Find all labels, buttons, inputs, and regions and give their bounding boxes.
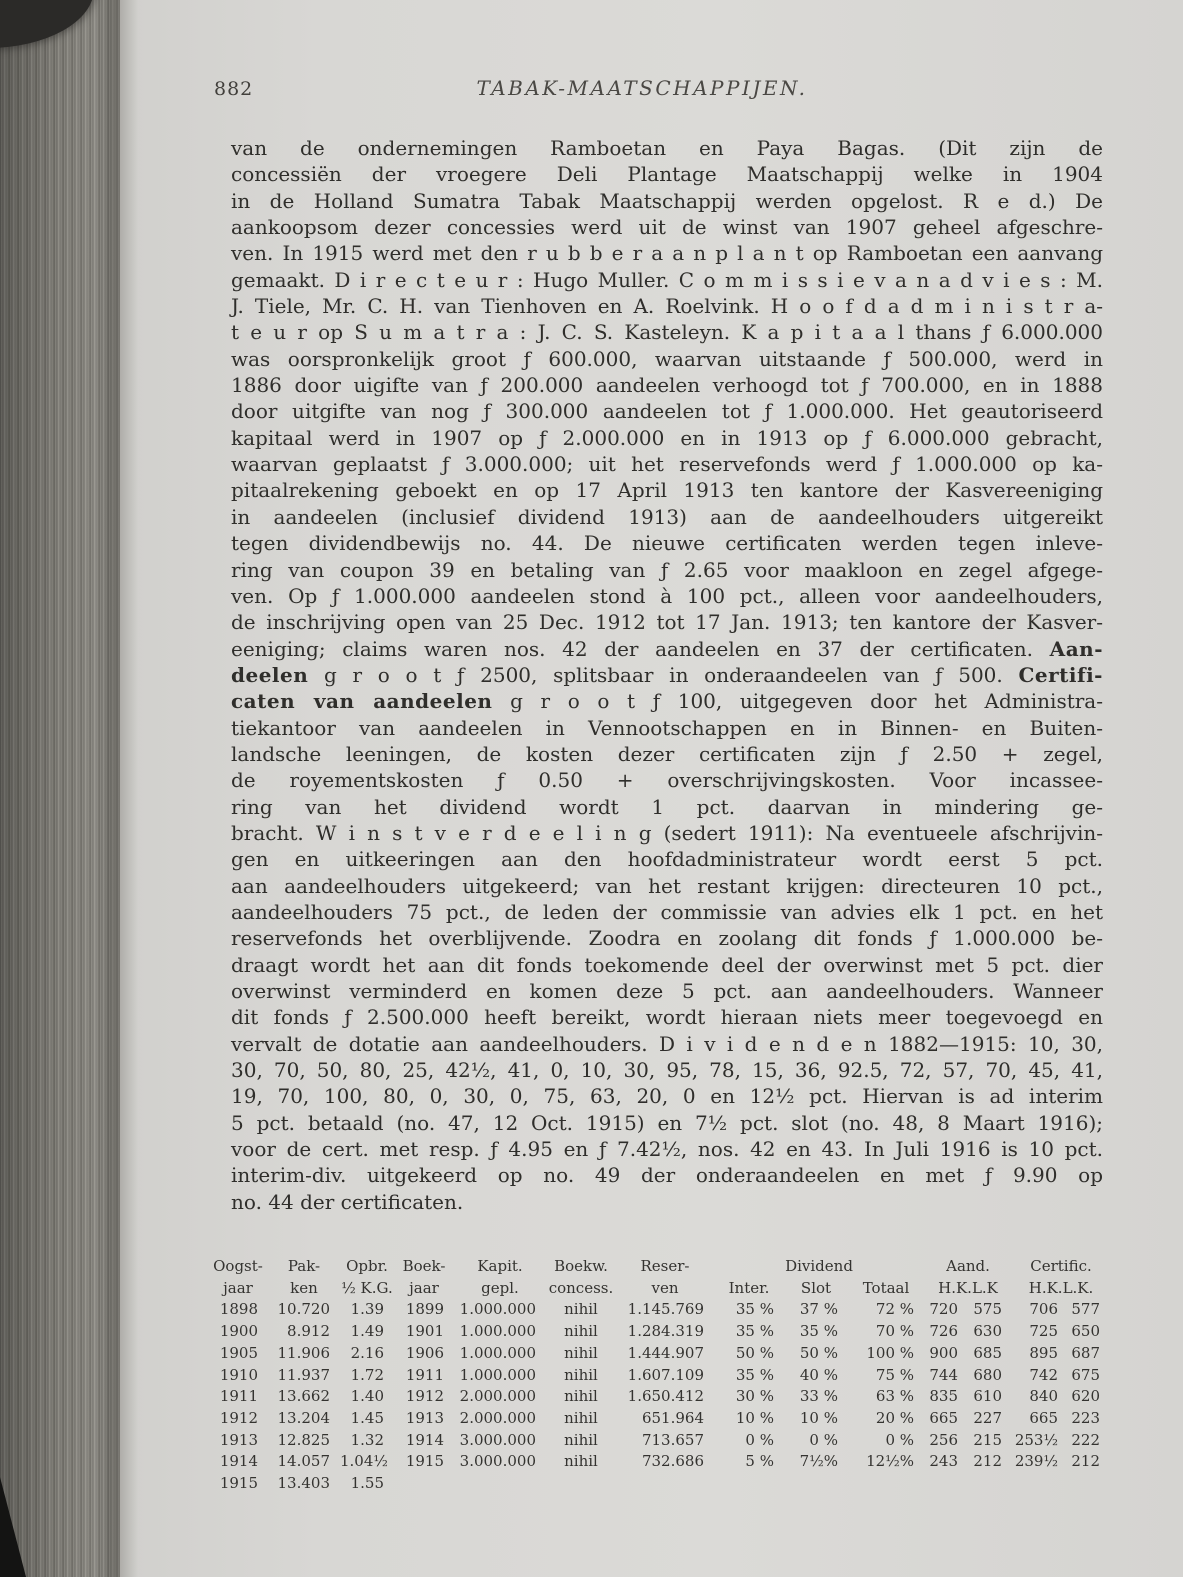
table-cell: 840 — [1029, 1387, 1059, 1406]
text-segment: aan aandeelhouders uitgekeerd; van het restant krijgen: directeuren 10 pct., — [231, 873, 1103, 898]
table-cell: 13.403 — [277, 1474, 330, 1493]
table-cell: 212 — [973, 1452, 1003, 1471]
column-header: Kapit. — [477, 1257, 523, 1275]
table-cell: 1.39 — [350, 1300, 384, 1319]
table-cell: 10 % — [735, 1408, 774, 1427]
table-cell: 1899 — [405, 1300, 444, 1319]
column-header: ven — [651, 1278, 679, 1297]
text-line — [231, 715, 1103, 741]
table-cell: 713.657 — [641, 1430, 704, 1449]
table-cell: 1901 — [405, 1322, 444, 1341]
text-line — [231, 188, 1103, 214]
column-header: Pak- — [287, 1257, 321, 1275]
table-cell: 1.000.000 — [459, 1300, 536, 1319]
table-cell: 665 — [929, 1408, 959, 1427]
table-cell: nihil — [564, 1408, 598, 1427]
column-header: ken — [290, 1278, 318, 1297]
table-cell — [968, 1473, 1012, 1495]
table-row — [208, 1299, 1110, 1321]
table-cell: 1910 — [219, 1365, 258, 1384]
table-cell: 215 — [973, 1430, 1003, 1449]
table-cell: 0 % — [885, 1430, 915, 1449]
column-header: Dividend — [785, 1257, 853, 1275]
table-cell: 720 — [929, 1300, 959, 1319]
text-line — [231, 767, 1103, 793]
table-cell: 50 % — [735, 1343, 774, 1362]
table-cell: 70 % — [875, 1322, 915, 1341]
text-line — [231, 899, 1103, 925]
text-segment: van de ondernemingen Ramboetan en Paya Bagas. (Dit zijn de — [231, 136, 1103, 160]
column-header: Inter. — [728, 1278, 770, 1297]
table-cell: 1900 — [219, 1322, 258, 1341]
table-cell: 1912 — [219, 1408, 258, 1427]
table-cell: 900 — [929, 1343, 959, 1362]
table-cell: nihil — [564, 1387, 598, 1406]
table-cell: 3.000.000 — [459, 1452, 536, 1471]
text-segment: de royementskosten ƒ 0.50 + overschrijvingskosten. Voor incassee- — [231, 768, 1103, 793]
text-segment: vervalt de dotatie aan aandeelhouders. D i v i d e n d e n 1882—1915: 10, 30, — [231, 1031, 1103, 1056]
text-line — [231, 240, 1103, 266]
book-edge-shadow — [112, 0, 138, 1577]
table-cell: nihil — [564, 1365, 598, 1384]
text-line — [231, 1189, 1103, 1215]
column-header: gepl. — [481, 1278, 519, 1297]
table-cell: 14.057 — [277, 1452, 330, 1471]
table-cell: 1.650.412 — [627, 1387, 704, 1406]
text-segment: concessiën der vroegere Deli Plantage Maatschappij welke in 1904 — [231, 162, 1103, 187]
text-line — [231, 504, 1103, 530]
text-line — [231, 583, 1103, 609]
text-segment: 19, 70, 100, 80, 0, 30, 0, 75, 63, 20, 0 en 12½ pct. Hiervan is ad interim — [231, 1084, 1103, 1109]
table-header-row — [208, 1256, 1110, 1278]
text-line — [231, 1057, 1103, 1083]
table-cell: 1.49 — [350, 1322, 384, 1341]
table-cell: 744 — [929, 1365, 959, 1384]
text-segment: ring van het dividend wordt 1 pct. daarvan in mindering ge- — [231, 794, 1103, 819]
koers-table — [208, 1256, 1110, 1495]
koers-table-wrap — [208, 1256, 1110, 1495]
column-header: H.K.L.K — [938, 1278, 998, 1297]
table-cell: 742 — [1029, 1365, 1059, 1384]
text-line — [231, 846, 1103, 872]
text-segment: in aandeelen (inclusief dividend 1913) aan de aandeelhouders uitgereikt — [231, 504, 1103, 529]
table-cell: 256 — [929, 1430, 959, 1449]
table-cell: 630 — [973, 1322, 1003, 1341]
bold-text: Certifi- — [1018, 662, 1103, 687]
column-header: Reser- — [640, 1257, 690, 1275]
bold-text: deelen — [231, 662, 309, 687]
table-row — [208, 1343, 1110, 1365]
table-cell: 222 — [1071, 1430, 1101, 1449]
table-cell: 725 — [1029, 1322, 1059, 1341]
table-cell: 620 — [1071, 1387, 1101, 1406]
text-segment: in de Holland Sumatra Tabak Maatschappij werden opgelost. R e d.) De — [231, 188, 1103, 213]
text-line — [231, 425, 1103, 451]
text-segment: aankoopsom dezer concessies werd uit de winst van 1907 geheel afgeschre- — [231, 215, 1103, 240]
text-line — [231, 741, 1103, 767]
text-segment: ven. Op ƒ 1.000.000 aandeelen stond à 100 pct., alleen voor aandeelhouders, — [231, 583, 1103, 608]
column-header: jaar — [409, 1278, 439, 1297]
column-header: Opbr. — [346, 1257, 388, 1275]
text-line — [231, 161, 1103, 187]
book-page-edges — [0, 0, 120, 1577]
table-cell — [1012, 1473, 1068, 1495]
text-segment: bracht. W i n s t v e r d e e l i n g (sedert 1911): Na eventueele afschrijvin- — [231, 820, 1103, 845]
text-segment: t e u r op S u m a t r a : J. C. S. Kasteleyn. K a p i t a a l thans ƒ 6.000.000 — [231, 320, 1103, 345]
text-segment: 5 pct. betaald (no. 47, 12 Oct. 1915) en 7½ pct. slot (no. 48, 8 Maart 1916); — [231, 1110, 1103, 1135]
text-segment: aandeelhouders 75 pct., de leden der commissie van advies elk 1 pct. en het — [231, 899, 1103, 924]
text-segment: draagt wordt het aan dit fonds toekomende deel der overwinst met 5 pct. dier — [231, 952, 1103, 977]
text-line — [231, 1031, 1103, 1057]
text-segment: de inschrijving open van 25 Dec. 1912 tot 17 Jan. 1913; ten kantore der Kasver- — [231, 610, 1103, 635]
bold-text: caten van aandeelen — [231, 689, 493, 714]
table-cell — [546, 1473, 616, 1495]
text-segment: door uitgifte van nog ƒ 300.000 aandeelen tot ƒ 1.000.000. Het geautoriseerd — [231, 399, 1103, 424]
table-cell: 8.912 — [287, 1322, 330, 1341]
table-cell: 7½% — [799, 1452, 838, 1471]
table-cell: 1.444.907 — [627, 1343, 704, 1362]
text-line — [231, 557, 1103, 583]
table-cell: 732.686 — [641, 1452, 704, 1471]
text-line — [231, 925, 1103, 951]
table-cell: 1898 — [219, 1300, 258, 1319]
table-cell: 0 % — [745, 1430, 774, 1449]
table-cell — [454, 1473, 546, 1495]
table-cell: 685 — [973, 1343, 1003, 1362]
table-cell: nihil — [564, 1300, 598, 1319]
table-body — [208, 1299, 1110, 1494]
column-header: Boek- — [402, 1257, 446, 1275]
text-line — [231, 530, 1103, 556]
table-cell: 63 % — [875, 1387, 915, 1406]
table-cell: 651.964 — [641, 1408, 704, 1427]
table-row — [208, 1365, 1110, 1387]
column-header: concess. — [548, 1278, 614, 1297]
table-cell: 2.000.000 — [459, 1408, 536, 1427]
table-header-row — [208, 1278, 1110, 1300]
table-cell: nihil — [564, 1430, 598, 1449]
text-segment: overwinst verminderd en komen deze 5 pct. aan aandeelhouders. Wanneer — [231, 979, 1103, 1003]
text-segment: tegen dividendbewijs no. 44. De nieuwe certificaten werden tegen inleve- — [231, 531, 1103, 556]
table-cell: 12.825 — [277, 1430, 330, 1449]
table-cell: 1905 — [219, 1343, 258, 1362]
text-segment: 30, 70, 50, 80, 25, 42½, 41, 0, 10, 30, 95, 78, 15, 36, 92.5, 72, 57, 70, 45, 41, — [231, 1058, 1103, 1083]
text-line — [231, 1136, 1103, 1162]
text-line — [231, 1110, 1103, 1136]
text-segment: interim-div. uitgekeerd op no. 49 der onderaandeelen en met ƒ 9.90 op — [231, 1163, 1103, 1188]
table-cell: 577 — [1071, 1300, 1101, 1319]
text-segment: tiekantoor van aandeelen in Vennootschappen en in Binnen- en Buiten- — [231, 715, 1103, 740]
table-cell: 11.906 — [277, 1343, 330, 1362]
text-line — [231, 477, 1103, 503]
table-cell: 35 % — [735, 1300, 774, 1319]
column-header: ½ K.G. — [341, 1278, 393, 1297]
table-cell: 40 % — [799, 1365, 838, 1384]
table-cell: 1.000.000 — [459, 1343, 536, 1362]
table-cell: 1915 — [405, 1452, 444, 1471]
table-cell: 1.55 — [350, 1474, 384, 1493]
column-header: H.K.L.K. — [1028, 1278, 1094, 1297]
table-cell: 665 — [1029, 1408, 1059, 1427]
table-cell — [394, 1473, 454, 1495]
table-cell: 1.284.319 — [627, 1322, 704, 1341]
text-segment: gemaakt. D i r e c t e u r : Hugo Muller. C o m m i s s i e v a n a d v i e s : M. — [231, 267, 1103, 292]
table-cell: 1.40 — [350, 1387, 384, 1406]
table-cell — [924, 1473, 968, 1495]
text-line — [231, 372, 1103, 398]
text-line — [231, 1162, 1103, 1188]
table-cell: 675 — [1071, 1365, 1101, 1384]
table-cell: 11.937 — [277, 1365, 330, 1384]
table-cell: 12½% — [866, 1452, 915, 1471]
table-cell: 895 — [1029, 1343, 1059, 1362]
text-line — [231, 135, 1103, 161]
text-line — [231, 319, 1103, 345]
text-segment: eeniging; claims waren nos. 42 der aandeelen en 37 der certificaten. — [231, 636, 1050, 661]
table-cell: 10 % — [799, 1408, 838, 1427]
table-cell: 835 — [929, 1387, 959, 1406]
table-cell — [616, 1473, 714, 1495]
table-cell: 243 — [929, 1452, 959, 1471]
table-cell: 726 — [929, 1322, 959, 1341]
column-header: Slot — [800, 1278, 832, 1297]
text-line — [231, 794, 1103, 820]
table-cell: 75 % — [875, 1365, 915, 1384]
column-header: Certific. — [1030, 1257, 1092, 1275]
text-segment: voor de cert. met resp. ƒ 4.95 en ƒ 7.42½, nos. 42 en 43. In Juli 1916 is 10 pct. — [231, 1137, 1103, 1162]
table-cell: 13.662 — [277, 1387, 330, 1406]
table-cell: 33 % — [799, 1387, 838, 1406]
table-cell: 3.000.000 — [459, 1430, 536, 1449]
column-header: jaar — [223, 1278, 253, 1297]
table-cell: 610 — [973, 1387, 1003, 1406]
table-cell: 1911 — [219, 1387, 258, 1406]
table-cell: 5 % — [745, 1452, 774, 1471]
table-cell: 1.000.000 — [459, 1365, 536, 1384]
text-segment: reservefonds het overblijvende. Zoodra en zoolang dit fonds ƒ 1.000.000 be- — [231, 926, 1103, 951]
text-line — [231, 636, 1103, 662]
table-cell: 1.000.000 — [459, 1322, 536, 1341]
table-cell: 35 % — [735, 1365, 774, 1384]
text-segment: J. Tiele, Mr. C. H. van Tienhoven en A. Roelvink. H o o f d a d m i n i s t r a- — [231, 294, 1103, 319]
table-cell: nihil — [564, 1343, 598, 1362]
table-cell: 1913 — [219, 1430, 258, 1449]
table-cell: 1913 — [405, 1408, 444, 1427]
table-row — [208, 1386, 1110, 1408]
text-line — [231, 398, 1103, 424]
table-cell: 1.145.769 — [627, 1300, 704, 1319]
table-row — [208, 1321, 1110, 1343]
table-cell: 37 % — [799, 1300, 838, 1319]
text-segment: waarvan geplaatst ƒ 3.000.000; uit het reservefonds werd ƒ 1.000.000 op ka- — [231, 452, 1103, 477]
text-segment: g r o o t ƒ 100, uitgegeven door het Administra- — [492, 689, 1103, 714]
text-line — [231, 873, 1103, 899]
column-header: Boekw. — [554, 1257, 608, 1275]
text-segment: gen en uitkeeringen aan den hoofdadministrateur wordt eerst 5 pct. — [231, 847, 1103, 872]
text-line — [231, 1083, 1103, 1109]
text-segment: landsche leeningen, de kosten dezer certificaten zijn ƒ 2.50 + zegel, — [231, 741, 1103, 766]
table-cell: 1.72 — [350, 1365, 384, 1384]
table-cell: 2.000.000 — [459, 1387, 536, 1406]
table-row — [208, 1451, 1110, 1473]
table-cell: 1912 — [405, 1387, 444, 1406]
bold-text: Aan- — [1049, 636, 1103, 661]
text-line — [231, 820, 1103, 846]
table-cell: 30 % — [735, 1387, 774, 1406]
text-segment: dit fonds ƒ 2.500.000 heeft bereikt, wordt hieraan niets meer toegevoegd en — [231, 1005, 1103, 1030]
table-row — [208, 1408, 1110, 1430]
table-cell: 687 — [1071, 1343, 1101, 1362]
table-cell: nihil — [564, 1322, 598, 1341]
text-line — [231, 451, 1103, 477]
page-title: TABAK-MAATSCHAPPIJEN. — [476, 76, 808, 100]
table-cell: 1914 — [219, 1452, 258, 1471]
table-cell: 253½ — [1014, 1430, 1059, 1449]
table-cell: 100 % — [866, 1343, 915, 1362]
table-cell: 1.607.109 — [627, 1365, 704, 1384]
table-cell: 1.04½ — [340, 1452, 388, 1471]
table-cell: 1906 — [405, 1343, 444, 1362]
text-segment: ring van coupon 39 en betaling van ƒ 2.65 voor maakloon en zegel afgege- — [231, 557, 1103, 582]
text-segment: pitaalrekening geboekt en op 17 April 1913 ten kantore der Kasvereeniging — [231, 478, 1103, 503]
text-line — [231, 952, 1103, 978]
table-cell: 680 — [973, 1365, 1003, 1384]
column-header: Aand. — [946, 1257, 990, 1275]
text-line — [231, 214, 1103, 240]
table-cell: 20 % — [875, 1408, 915, 1427]
table-cell: 35 % — [799, 1322, 838, 1341]
table-cell: 1.45 — [350, 1408, 384, 1427]
table-cell — [784, 1473, 848, 1495]
text-line — [231, 1004, 1103, 1030]
table-cell: 10.720 — [277, 1300, 330, 1319]
text-segment: g r o o t ƒ 2500, splitsbaar in onderaandeelen van ƒ 500. — [308, 662, 1019, 687]
table-cell — [848, 1473, 924, 1495]
table-cell: 2.16 — [350, 1343, 384, 1362]
text-line — [231, 688, 1103, 714]
body-text — [231, 135, 1103, 1215]
table-cell: 706 — [1029, 1300, 1059, 1319]
table-cell — [1068, 1473, 1110, 1495]
table-cell: 1914 — [405, 1430, 444, 1449]
table-cell: 50 % — [799, 1343, 838, 1362]
table-cell: 13.204 — [277, 1408, 330, 1427]
text-line — [231, 609, 1103, 635]
table-cell: 239½ — [1014, 1452, 1059, 1471]
table-cell: nihil — [564, 1452, 598, 1471]
table-cell: 650 — [1071, 1322, 1101, 1341]
column-header: Totaal — [862, 1278, 910, 1297]
text-line — [231, 346, 1103, 372]
column-header: Oogst- — [213, 1257, 263, 1275]
text-line — [231, 267, 1103, 293]
table-header — [208, 1256, 1110, 1299]
text-line — [231, 978, 1103, 1004]
table-cell: 227 — [973, 1408, 1003, 1427]
table-cell: 212 — [1071, 1452, 1101, 1471]
table-cell: 72 % — [875, 1300, 915, 1319]
table-row — [208, 1473, 1110, 1495]
table-cell: 1915 — [219, 1474, 258, 1493]
text-segment: no. 44 der certificaten. — [231, 1189, 464, 1214]
table-cell: 1.32 — [350, 1430, 384, 1449]
table-cell: 0 % — [809, 1430, 838, 1449]
text-segment: ven. In 1915 werd met den r u b b e r a a n p l a n t op Ramboetan een aanvang — [231, 241, 1103, 266]
table-cell: 575 — [973, 1300, 1003, 1319]
text-segment: kapitaal werd in 1907 op ƒ 2.000.000 en in 1913 op ƒ 6.000.000 gebracht, — [231, 425, 1103, 450]
table-cell: 35 % — [735, 1322, 774, 1341]
page-number: 882 — [214, 78, 254, 100]
text-line — [231, 662, 1103, 688]
table-cell — [714, 1473, 784, 1495]
table-cell: 223 — [1071, 1408, 1101, 1427]
text-segment: 1886 door uigifte van ƒ 200.000 aandeelen verhoogd tot ƒ 700.000, en in 1888 — [231, 373, 1103, 398]
table-cell: 1911 — [405, 1365, 444, 1384]
text-segment: was oorspronkelijk groot ƒ 600.000, waarvan uitstaande ƒ 500.000, werd in — [231, 346, 1103, 371]
text-line — [231, 293, 1103, 319]
table-row — [208, 1430, 1110, 1452]
